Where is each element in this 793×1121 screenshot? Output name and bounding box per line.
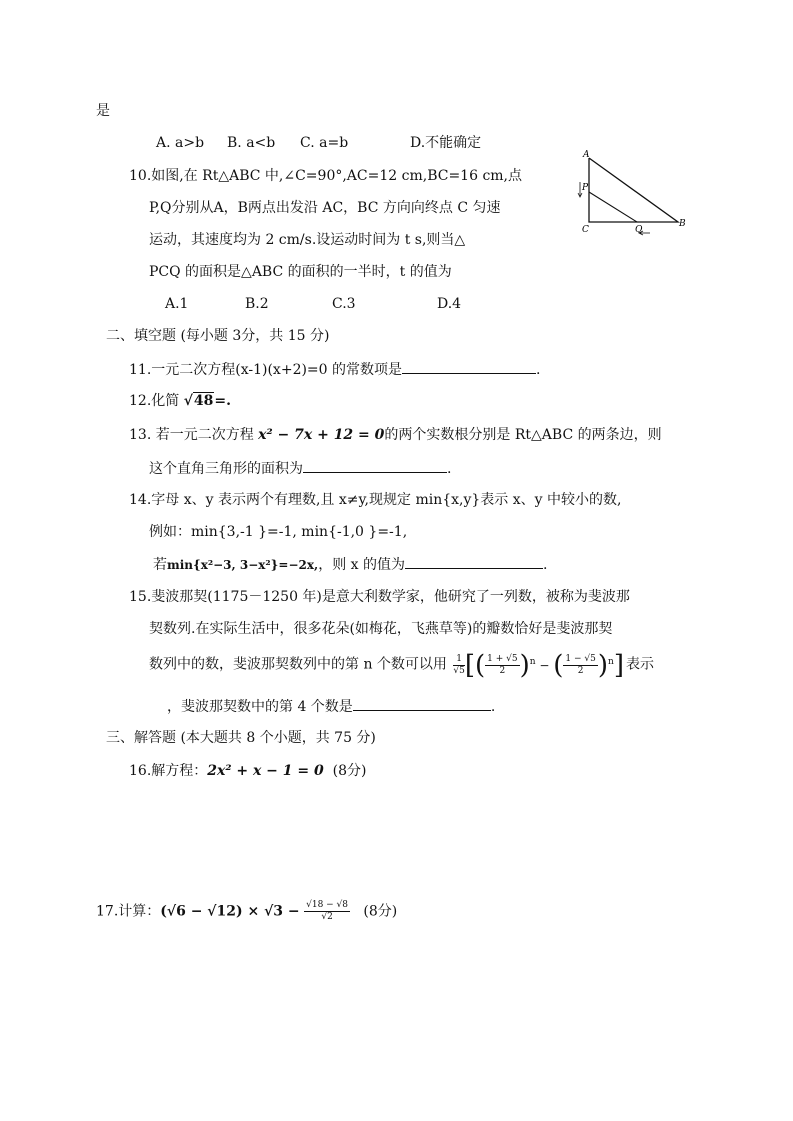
q14-prefix: 若 bbox=[153, 557, 167, 573]
label-c: C bbox=[582, 225, 589, 235]
q13-suffix: 的两个实数根分别是 Rt△ABC 的两条边，则 bbox=[384, 427, 662, 443]
label-a: A bbox=[583, 150, 590, 160]
q15-f2-num: 1 − √5 bbox=[565, 654, 596, 665]
q17 bbox=[96, 900, 397, 923]
q13-line-2-text: 这个直角三角形的面积为 bbox=[149, 461, 303, 477]
q9-option-d: D.不能确定 bbox=[410, 135, 482, 151]
q15-f1-den: 2 bbox=[499, 666, 506, 677]
q15-line-2: 契数列.在实际生活中，很多花朵(如梅花，飞燕草等)的瓣数恰好是斐波那契 bbox=[149, 621, 613, 637]
q15-end: . bbox=[490, 699, 496, 715]
q14-end: . bbox=[543, 557, 548, 573]
section-2-title: 二、填空题 (每小题 3分，共 15 分) bbox=[106, 328, 330, 344]
q17-frac-den: √2 bbox=[321, 912, 333, 922]
q15-line-4 bbox=[167, 696, 495, 717]
q16-equation: 2x² + x − 1 = 0 bbox=[207, 763, 324, 779]
q13-equation: x² − 7x + 12 = 0 bbox=[258, 427, 385, 443]
q17-frac-num: √18 − √8 bbox=[306, 900, 349, 910]
q15-line-3-prefix: 数列中的数，斐波那契数列中的第 n 个数可以用 bbox=[149, 656, 447, 673]
q15-line-1: 15.斐波那契(1175－1250 年)是意大利数学家，他研究了一列数，被称为斐波那 bbox=[129, 589, 630, 605]
q10-option-c: C.3 bbox=[332, 296, 356, 312]
q13-line-2 bbox=[149, 458, 451, 479]
q12-suffix: =. bbox=[214, 393, 232, 409]
q9-tail: 是 bbox=[96, 103, 110, 119]
q10-line-3: 运动，其速度均为 2 cm/s.设运动时间为 t s,则当△ bbox=[149, 232, 466, 248]
q12-prefix: 12.化简 bbox=[129, 393, 180, 409]
q15-f2-den: 2 bbox=[577, 666, 584, 677]
q14-line-1: 14.字母 x、y 表示两个有理数,且 x≠y,现规定 min{x,y}表示 x、y 中较小的数, bbox=[129, 492, 622, 508]
q16 bbox=[129, 761, 367, 781]
label-q: Q bbox=[635, 225, 643, 235]
q16-prefix: 16.解方程： bbox=[129, 763, 208, 779]
q11-answer-blank[interactable] bbox=[402, 359, 536, 374]
q12: 12.化简 √48=. bbox=[129, 393, 232, 409]
q10-option-b: B.2 bbox=[245, 296, 269, 312]
q10-triangle-figure bbox=[572, 148, 692, 238]
q16-score: (8分) bbox=[332, 763, 367, 779]
q10-line-2: P,Q分别从A，B两点出发沿 AC，BC 方向向终点 C 匀速 bbox=[149, 200, 501, 216]
q12-radicand: 48 bbox=[193, 393, 214, 409]
q13-end: . bbox=[447, 461, 452, 477]
q15-line-3 bbox=[149, 650, 654, 681]
q15-coef-num: 1 bbox=[453, 654, 464, 666]
q9-option-b: B. a<b bbox=[227, 135, 276, 151]
q11-text: 11.一元二次方程(x-1)(x+2)=0 的常数项是 bbox=[129, 362, 403, 378]
q15-line-4-text: ，斐波那契数中的第 4 个数是 bbox=[167, 699, 353, 715]
q14-answer-blank[interactable] bbox=[405, 554, 543, 569]
q15-f1-num: 1 + √5 bbox=[487, 654, 518, 665]
q14-suffix: ，则 x 的值为 bbox=[318, 557, 405, 573]
q15-formula: $\frac{1}{√5}$ [( $\frac{1 + √5}{2}$ )$^n$ − ( $\frac{1 - √5}{2}$ )$^n$] bbox=[453, 650, 624, 681]
q11 bbox=[129, 359, 540, 380]
q10-option-a: A.1 bbox=[165, 296, 189, 312]
q15-exp-2: n bbox=[608, 657, 614, 667]
segment-pq bbox=[589, 192, 637, 222]
q14-line-3 bbox=[153, 554, 547, 575]
section-3-title: 三、解答题 (本大题共 8 个小题，共 75 分) bbox=[106, 730, 376, 746]
q17-prefix: 17.计算： bbox=[96, 903, 161, 920]
q15-answer-blank[interactable] bbox=[353, 696, 491, 711]
label-p: P bbox=[582, 183, 589, 193]
label-b: B bbox=[679, 219, 686, 229]
q9-option-c: C. a=b bbox=[300, 135, 349, 151]
q10-option-d: D.4 bbox=[437, 296, 462, 312]
triangle-abc bbox=[589, 158, 678, 222]
q9-option-a: A. a>b bbox=[156, 135, 205, 151]
q17-expression: (√6 − √12) × √3 − bbox=[160, 903, 300, 920]
q13-answer-blank[interactable] bbox=[303, 458, 447, 473]
q14-line-2: 例如：min{3,-1 }=-1, min{-1,0 }=-1, bbox=[149, 524, 408, 540]
q17-score: (8分) bbox=[363, 903, 398, 920]
q10-line-1: 10.如图,在 Rt△ABC 中,∠C=90°,AC=12 cm,BC=16 cm,点 bbox=[129, 168, 523, 184]
q15-line-3-suffix: 表示 bbox=[625, 656, 654, 673]
q15-coef-den: √5 bbox=[453, 666, 465, 677]
q13-prefix: 13. 若一元二次方程 bbox=[129, 427, 254, 443]
q15-exp-1: n bbox=[529, 657, 536, 667]
q13-line-1 bbox=[129, 425, 662, 445]
q11-end: . bbox=[536, 362, 541, 378]
q14-formula: min{x²−3, 3−x²}=−2x, bbox=[167, 558, 319, 572]
q10-line-4: PCQ 的面积是△ABC 的面积的一半时，t 的值为 bbox=[149, 264, 452, 280]
